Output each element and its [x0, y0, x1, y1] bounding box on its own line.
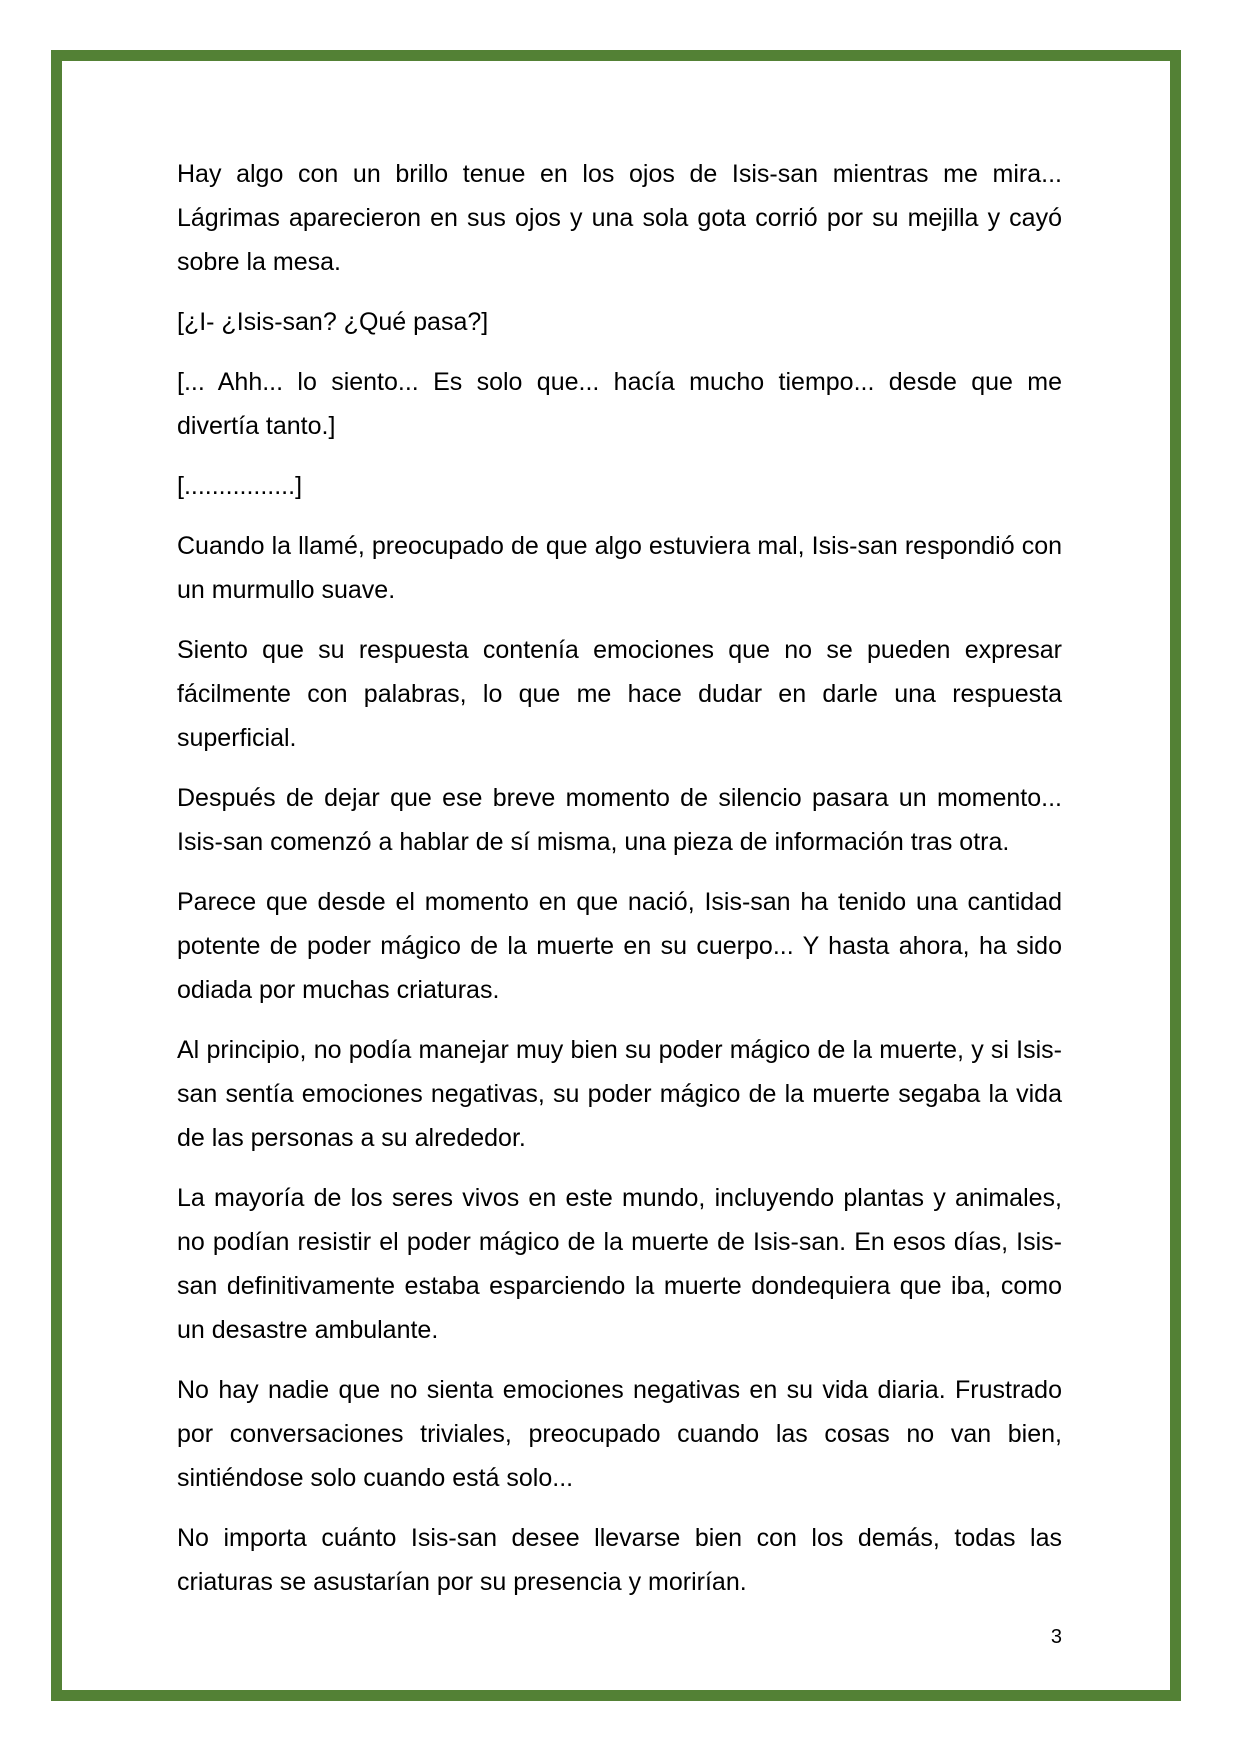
paragraph: Al principio, no podía manejar muy bien su poder mágico de la muerte, y si Isis-san sentía emociones negativas, su poder mágico de la muerte segaba la vida de las personas a su alrededor. — [177, 1036, 1062, 1152]
page-number: 3 — [1050, 1626, 1062, 1648]
dialogue-line: [¿I- ¿Isis-san? ¿Qué pasa?] — [177, 308, 489, 336]
document-body — [177, 152, 1062, 1620]
dialogue-line: [................] — [177, 472, 303, 500]
dialogue-line: [... Ahh... lo siento... Es solo que... hacía mucho tiempo... desde que me divertía tanto.] — [177, 368, 1062, 440]
paragraph: No importa cuánto Isis-san desee llevarse bien con los demás, todas las criaturas se asustarían por su presencia y morirían. — [177, 1524, 1062, 1596]
paragraph: La mayoría de los seres vivos en este mundo, incluyendo plantas y animales, no podían resistir el poder mágico de la muerte de Isis-san. En esos días, Isis-san definitivamente estaba esparciendo la muerte dondequiera que iba, como un desastre ambulante. — [177, 1184, 1062, 1344]
paragraph: No hay nadie que no sienta emociones negativas en su vida diaria. Frustrado por conversaciones triviales, preocupado cuando las cosas no van bien, sintiéndose solo cuando está solo... — [177, 1376, 1062, 1492]
paragraph: Siento que su respuesta contenía emociones que no se pueden expresar fácilmente con palabras, lo que me hace dudar en darle una respuesta superficial. — [177, 636, 1062, 752]
paragraph: Hay algo con un brillo tenue en los ojos de Isis-san mientras me mira... Lágrimas aparecieron en sus ojos y una sola gota corrió por su mejilla y cayó sobre la mesa. — [177, 160, 1062, 276]
paragraph: Después de dejar que ese breve momento de silencio pasara un momento... Isis-san comenzó a hablar de sí misma, una pieza de información tras otra. — [177, 784, 1062, 856]
paragraph: Parece que desde el momento en que nació, Isis-san ha tenido una cantidad potente de poder mágico de la muerte en su cuerpo... Y hasta ahora, ha sido odiada por muchas criaturas. — [177, 888, 1062, 1004]
paragraph: Cuando la llamé, preocupado de que algo estuviera mal, Isis-san respondió con un murmullo suave. — [177, 532, 1062, 604]
